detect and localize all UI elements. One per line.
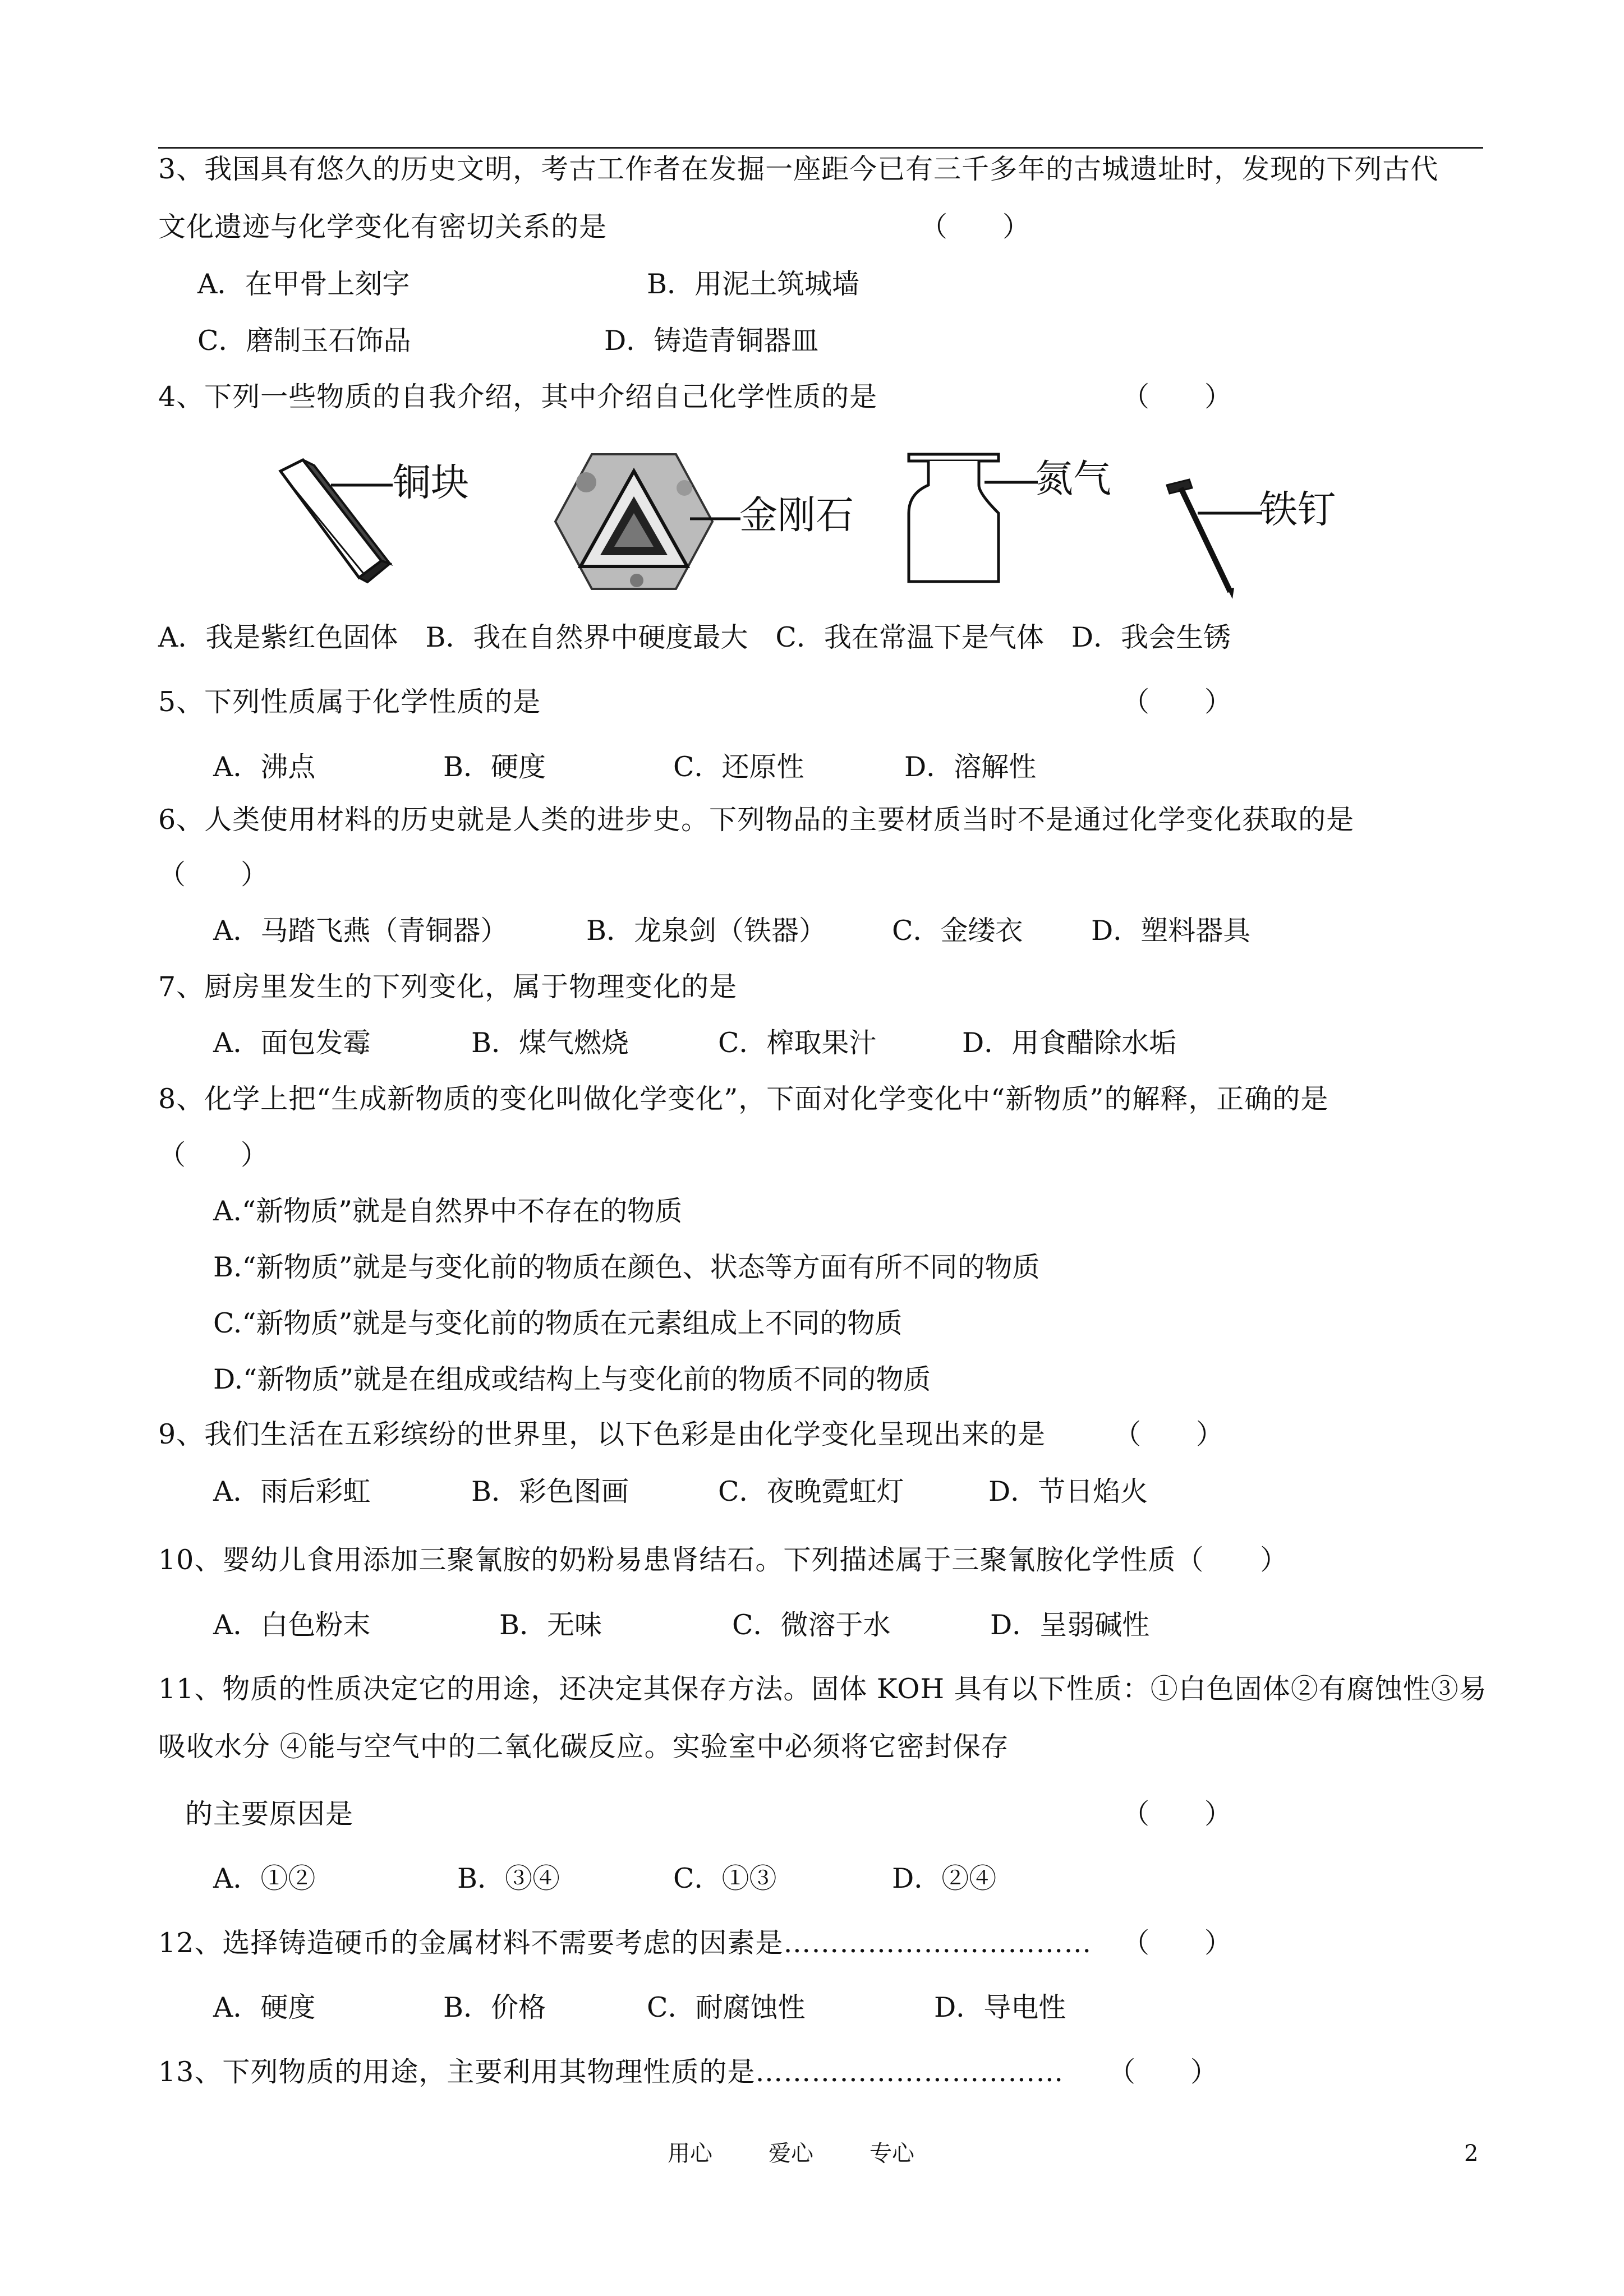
q12-option-c: C．耐腐蚀性 bbox=[647, 1991, 806, 2023]
q11-line1: 11、物质的性质决定它的用途，还决定其保存方法。固体 KOH 具有以下性质：①白色固体②有腐蚀性③易 bbox=[158, 1673, 1487, 1705]
q10-option-a: A．白色粉末 bbox=[213, 1609, 371, 1641]
q11-line2: 吸收水分 ④能与空气中的二氧化碳反应。实验室中必须将它密封保存 bbox=[158, 1731, 1009, 1763]
q5-option-d: D．溶解性 bbox=[904, 751, 1037, 783]
nitrogen-bottle-illustration bbox=[903, 451, 1004, 586]
q13-answer-blank: （ ） bbox=[1108, 2056, 1218, 2088]
q7-option-a: A．面包发霉 bbox=[213, 1027, 371, 1059]
q3-line2: 文化遗迹与化学变化有密切关系的是 bbox=[158, 211, 608, 243]
q11-option-b: B．③④ bbox=[457, 1862, 560, 1894]
q3-answer-blank: （ ） bbox=[920, 211, 1030, 243]
copper-label-leader bbox=[331, 480, 393, 491]
q6-option-d: D．塑料器具 bbox=[1091, 915, 1251, 947]
q9-option-c: C．夜晚霓虹灯 bbox=[718, 1476, 904, 1507]
header-rule bbox=[158, 147, 1483, 149]
q12-option-a: A．硬度 bbox=[213, 1991, 316, 2023]
q7-option-d: D．用食醋除水垢 bbox=[962, 1027, 1177, 1059]
q7-option-c: C．榨取果汁 bbox=[718, 1027, 877, 1059]
q12-option-d: D．导电性 bbox=[934, 1991, 1066, 2023]
q6-option-c: C．金缕衣 bbox=[892, 915, 1023, 947]
iron-nail-label-leader bbox=[1198, 508, 1262, 519]
diamond-label: 金刚石 bbox=[739, 494, 854, 538]
q3-option-a: A．在甲骨上刻字 bbox=[197, 268, 410, 300]
q12-answer-blank: （ ） bbox=[1122, 1927, 1232, 1959]
diamond-label-leader bbox=[690, 513, 740, 524]
q13-line1: 13、下列物质的用途，主要利用其物理性质的是…………………………… bbox=[158, 2056, 1064, 2088]
q10-line1: 10、婴幼儿食用添加三聚氰胺的奶粉易患肾结石。下列描述属于三聚氰胺化学性质（ ） bbox=[158, 1544, 1289, 1576]
q10-option-d: D．呈弱碱性 bbox=[990, 1609, 1150, 1641]
q6-option-a: A．马踏飞燕（青铜器） bbox=[213, 915, 508, 947]
q7-option-b: B．煤气燃烧 bbox=[471, 1027, 629, 1059]
q8-option-a: A.“新物质”就是自然界中不存在的物质 bbox=[213, 1195, 683, 1227]
page-number: 2 bbox=[1464, 2141, 1479, 2166]
copper-block-illustration bbox=[269, 449, 404, 589]
q6-option-b: B．龙泉剑（铁器） bbox=[586, 915, 827, 947]
q5-line1: 5、下列性质属于化学性质的是 bbox=[158, 686, 541, 718]
nitrogen-label: 氮气 bbox=[1035, 457, 1112, 501]
q3-line1: 3、我国具有悠久的历史文明，考古工作者在发掘一座距今已有三千多年的古城遗址时，发现的下列古代 bbox=[158, 153, 1439, 185]
q11-option-a: A．①② bbox=[213, 1862, 316, 1894]
q3-option-c: C．磨制玉石饰品 bbox=[197, 325, 411, 357]
footer-motto-3: 专心 bbox=[869, 2141, 914, 2166]
q3-option-b: B．用泥土筑城墙 bbox=[647, 268, 860, 300]
q8-answer-blank: （ ） bbox=[158, 1139, 269, 1171]
q12-line1: 12、选择铸造硬币的金属材料不需要考虑的因素是…………………………… bbox=[158, 1927, 1092, 1959]
q9-option-d: D．节日焰火 bbox=[988, 1476, 1148, 1507]
nitrogen-label-leader bbox=[984, 477, 1038, 488]
q11-option-d: D．②④ bbox=[892, 1862, 997, 1894]
q12-option-b: B．价格 bbox=[443, 1991, 546, 2023]
q5-option-c: C．还原性 bbox=[673, 751, 804, 783]
q9-answer-blank: （ ） bbox=[1114, 1418, 1224, 1450]
q11-answer-blank: （ ） bbox=[1122, 1798, 1232, 1830]
q10-option-b: B．无味 bbox=[499, 1609, 602, 1641]
iron-nail-illustration bbox=[1164, 477, 1243, 600]
q11-option-c: C．①③ bbox=[673, 1862, 777, 1894]
q4-options: A．我是紫红色固体 B．我在自然界中硬度最大 C．我在常温下是气体 D．我会生锈 bbox=[158, 621, 1231, 653]
copper-block-label: 铜块 bbox=[393, 461, 470, 505]
q5-option-b: B．硬度 bbox=[443, 751, 546, 783]
q9-option-a: A．雨后彩虹 bbox=[213, 1476, 371, 1507]
q4-line1: 4、下列一些物质的自我介绍，其中介绍自己化学性质的是 bbox=[158, 381, 878, 413]
q8-option-d: D.“新物质”就是在组成或结构上与变化前的物质不同的物质 bbox=[213, 1363, 931, 1395]
q8-option-c: C.“新物质”就是与变化前的物质在元素组成上不同的物质 bbox=[213, 1307, 903, 1339]
q7-line1: 7、厨房里发生的下列变化，属于物理变化的是 bbox=[158, 971, 738, 1003]
q5-answer-blank: （ ） bbox=[1122, 686, 1232, 718]
q9-line1: 9、我们生活在五彩缤纷的世界里，以下色彩是由化学变化呈现出来的是 bbox=[158, 1418, 1046, 1450]
q5-option-a: A．沸点 bbox=[213, 751, 316, 783]
iron-nail-label: 铁钉 bbox=[1259, 488, 1336, 532]
q4-answer-blank: （ ） bbox=[1122, 381, 1232, 413]
q8-option-b: B.“新物质”就是与变化前的物质在颜色、状态等方面有所不同的物质 bbox=[213, 1251, 1040, 1283]
q9-option-b: B．彩色图画 bbox=[471, 1476, 629, 1507]
q8-line1: 8、化学上把“生成新物质的变化叫做化学变化”，下面对化学变化中“新物质”的解释，正确的是 bbox=[158, 1083, 1329, 1115]
q11-line3: 的主要原因是 bbox=[185, 1798, 354, 1830]
footer-motto-2: 爱心 bbox=[769, 2141, 813, 2166]
footer-motto-1: 用心 bbox=[668, 2141, 712, 2166]
q6-line1: 6、人类使用材料的历史就是人类的进步史。下列物品的主要材质当时不是通过化学变化获取的是 bbox=[158, 804, 1355, 836]
q10-option-c: C．微溶于水 bbox=[732, 1609, 891, 1641]
q3-option-d: D．铸造青铜器皿 bbox=[604, 325, 819, 357]
q6-answer-blank: （ ） bbox=[158, 859, 269, 891]
